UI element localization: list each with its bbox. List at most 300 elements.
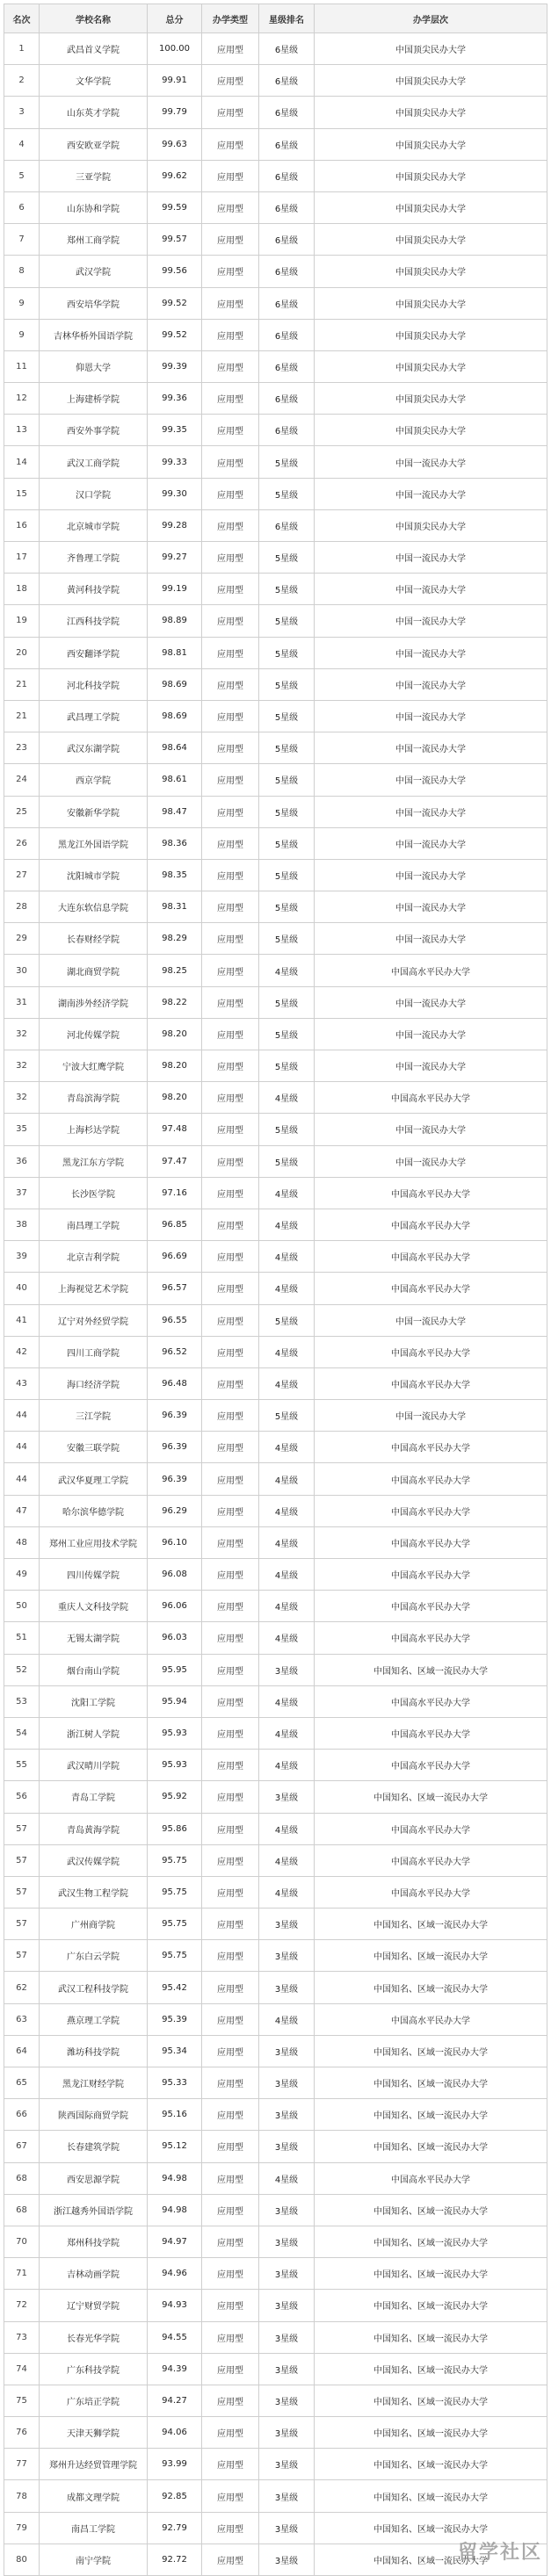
level-cell: 中国高水平民办大学 (315, 2162, 547, 2194)
type-cell: 应用型 (202, 1717, 259, 1749)
rank-cell: 66 (4, 2099, 40, 2131)
school-name-cell: 郑州工业应用技术学院 (40, 1526, 148, 1558)
star-cell: 6星级 (259, 256, 315, 287)
table-row (4, 637, 547, 668)
school-name-cell: 南昌理工学院 (40, 1209, 148, 1240)
rank-cell: 16 (4, 509, 40, 541)
rank-cell: 13 (4, 415, 40, 446)
type-cell: 应用型 (202, 1622, 259, 1654)
level-cell: 中国顶尖民办大学 (315, 256, 547, 287)
rank-cell: 63 (4, 2003, 40, 2035)
school-name-cell: 郑州升达经贸管理学院 (40, 2449, 148, 2480)
school-name-cell: 西安培华学院 (40, 287, 148, 319)
type-cell: 应用型 (202, 1336, 259, 1367)
rank-cell: 25 (4, 796, 40, 827)
score-cell: 95.39 (148, 2003, 202, 2035)
star-cell: 4星级 (259, 2003, 315, 2035)
rank-cell: 56 (4, 1781, 40, 1813)
type-cell: 应用型 (202, 446, 259, 478)
type-cell: 应用型 (202, 542, 259, 574)
level-cell: 中国知名、区域一流民办大学 (315, 2321, 547, 2353)
table-row (4, 1781, 547, 1813)
type-cell: 应用型 (202, 2544, 259, 2575)
rank-cell: 70 (4, 2226, 40, 2257)
rank-cell: 75 (4, 2385, 40, 2416)
type-cell: 应用型 (202, 1241, 259, 1273)
rank-cell: 39 (4, 1241, 40, 1273)
table-row (4, 2321, 547, 2353)
level-cell: 中国一流民办大学 (315, 764, 547, 796)
school-name-cell: 浙江树人学院 (40, 1717, 148, 1749)
score-cell: 99.79 (148, 97, 202, 128)
score-cell: 98.31 (148, 891, 202, 923)
rank-cell: 44 (4, 1432, 40, 1463)
score-cell: 96.29 (148, 1495, 202, 1526)
score-cell: 99.91 (148, 65, 202, 97)
rank-cell: 77 (4, 2449, 40, 2480)
star-cell: 5星级 (259, 1145, 315, 1177)
school-name-cell: 黄河科技学院 (40, 574, 148, 605)
star-cell: 5星级 (259, 1114, 315, 1145)
rank-cell: 57 (4, 1909, 40, 1940)
table-row (4, 2258, 547, 2290)
table-row (4, 2290, 547, 2321)
level-cell: 中国知名、区域一流民办大学 (315, 2099, 547, 2131)
rank-cell: 64 (4, 2035, 40, 2067)
type-cell: 应用型 (202, 668, 259, 700)
level-cell: 中国知名、区域一流民办大学 (315, 1654, 547, 1685)
level-cell: 中国一流民办大学 (315, 796, 547, 827)
rank-cell: 31 (4, 986, 40, 1018)
level-cell: 中国知名、区域一流民办大学 (315, 2480, 547, 2512)
star-cell: 3星级 (259, 2417, 315, 2449)
table-row (4, 574, 547, 605)
table-row (4, 446, 547, 478)
table-row (4, 859, 547, 891)
rank-cell: 12 (4, 383, 40, 415)
star-cell: 6星级 (259, 383, 315, 415)
level-cell: 中国一流民办大学 (315, 1400, 547, 1432)
score-cell: 100.00 (148, 33, 202, 65)
rank-cell: 32 (4, 1050, 40, 1082)
score-cell: 96.39 (148, 1432, 202, 1463)
star-cell: 5星级 (259, 1304, 315, 1336)
score-cell: 96.55 (148, 1304, 202, 1336)
type-cell: 应用型 (202, 319, 259, 350)
type-cell: 应用型 (202, 1145, 259, 1177)
type-cell: 应用型 (202, 1432, 259, 1463)
type-cell: 应用型 (202, 1685, 259, 1717)
table-header-row (4, 4, 547, 33)
school-name-cell: 西安欧亚学院 (40, 128, 148, 160)
score-cell: 99.28 (148, 509, 202, 541)
type-cell: 应用型 (202, 1114, 259, 1145)
school-name-cell: 广东培正学院 (40, 2385, 148, 2416)
type-cell: 应用型 (202, 1367, 259, 1399)
rank-cell: 17 (4, 542, 40, 574)
level-cell: 中国知名、区域一流民办大学 (315, 1940, 547, 1972)
school-name-cell: 北京吉利学院 (40, 1241, 148, 1273)
type-cell: 应用型 (202, 509, 259, 541)
star-cell: 6星级 (259, 128, 315, 160)
school-name-cell: 辽宁对外经贸学院 (40, 1304, 148, 1336)
score-cell: 93.99 (148, 2449, 202, 2480)
school-name-cell: 黑龙江外国语学院 (40, 827, 148, 859)
star-cell: 4星级 (259, 1876, 315, 1908)
type-cell: 应用型 (202, 287, 259, 319)
type-cell: 应用型 (202, 383, 259, 415)
school-name-cell: 吉林华桥外国语学院 (40, 319, 148, 350)
school-name-cell: 武汉东湖学院 (40, 732, 148, 764)
table-row (4, 2417, 547, 2449)
score-cell: 92.85 (148, 2480, 202, 2512)
rank-cell: 8 (4, 256, 40, 287)
level-cell: 中国高水平民办大学 (315, 1432, 547, 1463)
level-cell: 中国高水平民办大学 (315, 1209, 547, 1240)
score-cell: 98.64 (148, 732, 202, 764)
star-cell: 3星级 (259, 2258, 315, 2290)
star-cell: 3星级 (259, 2067, 315, 2099)
table-row (4, 1559, 547, 1591)
level-cell: 中国高水平民办大学 (315, 1177, 547, 1209)
school-name-cell: 燕京理工学院 (40, 2003, 148, 2035)
level-cell: 中国一流民办大学 (315, 542, 547, 574)
rank-cell: 15 (4, 478, 40, 509)
table-row (4, 605, 547, 637)
type-cell: 应用型 (202, 1177, 259, 1209)
rank-cell: 4 (4, 128, 40, 160)
type-cell: 应用型 (202, 33, 259, 65)
rank-cell: 37 (4, 1177, 40, 1209)
rank-cell: 57 (4, 1876, 40, 1908)
score-cell: 97.16 (148, 1177, 202, 1209)
level-cell: 中国一流民办大学 (315, 700, 547, 732)
score-cell: 92.79 (148, 2512, 202, 2544)
level-cell: 中国知名、区域一流民办大学 (315, 2194, 547, 2226)
rank-cell: 42 (4, 1336, 40, 1367)
type-cell: 应用型 (202, 128, 259, 160)
star-cell: 4星级 (259, 1082, 315, 1114)
score-cell: 98.22 (148, 986, 202, 1018)
table-row (4, 415, 547, 446)
score-cell: 96.03 (148, 1622, 202, 1654)
school-name-cell: 长春光华学院 (40, 2321, 148, 2353)
table-row (4, 1304, 547, 1336)
score-cell: 95.42 (148, 1972, 202, 2003)
level-cell: 中国知名、区域一流民办大学 (315, 2385, 547, 2416)
school-name-cell: 武汉传媒学院 (40, 1844, 148, 1876)
star-cell: 6星级 (259, 287, 315, 319)
school-name-cell: 山东英才学院 (40, 97, 148, 128)
header-school-level: 办学层次 (315, 4, 547, 33)
level-cell: 中国一流民办大学 (315, 668, 547, 700)
type-cell: 应用型 (202, 891, 259, 923)
score-cell: 99.19 (148, 574, 202, 605)
score-cell: 98.69 (148, 700, 202, 732)
level-cell: 中国知名、区域一流民办大学 (315, 2353, 547, 2385)
table-row (4, 1432, 547, 1463)
school-name-cell: 仰恩大学 (40, 350, 148, 382)
rank-cell: 20 (4, 637, 40, 668)
header-school-name: 学校名称 (40, 4, 148, 33)
rank-cell: 79 (4, 2512, 40, 2544)
score-cell: 98.89 (148, 605, 202, 637)
school-name-cell: 上海视觉艺术学院 (40, 1273, 148, 1304)
star-cell: 3星级 (259, 1940, 315, 1972)
table-row (4, 1622, 547, 1654)
level-cell: 中国高水平民办大学 (315, 955, 547, 986)
score-cell: 95.93 (148, 1750, 202, 1781)
table-row (4, 986, 547, 1018)
type-cell: 应用型 (202, 796, 259, 827)
type-cell: 应用型 (202, 191, 259, 223)
rank-cell: 48 (4, 1526, 40, 1558)
score-cell: 98.20 (148, 1082, 202, 1114)
score-cell: 92.72 (148, 2544, 202, 2575)
score-cell: 98.36 (148, 827, 202, 859)
star-cell: 5星级 (259, 859, 315, 891)
type-cell: 应用型 (202, 764, 259, 796)
star-cell: 4星级 (259, 1844, 315, 1876)
type-cell: 应用型 (202, 1463, 259, 1495)
school-name-cell: 西安翻译学院 (40, 637, 148, 668)
table-row (4, 1876, 547, 1908)
score-cell: 95.95 (148, 1654, 202, 1685)
school-name-cell: 齐鲁理工学院 (40, 542, 148, 574)
level-cell: 中国高水平民办大学 (315, 1717, 547, 1749)
table-row (4, 224, 547, 256)
table-row (4, 383, 547, 415)
level-cell: 中国知名、区域一流民办大学 (315, 2067, 547, 2099)
score-cell: 94.98 (148, 2194, 202, 2226)
table-row (4, 1685, 547, 1717)
rank-cell: 68 (4, 2162, 40, 2194)
type-cell: 应用型 (202, 700, 259, 732)
level-cell: 中国一流民办大学 (315, 1304, 547, 1336)
school-name-cell: 黑龙江东方学院 (40, 1145, 148, 1177)
table-row (4, 955, 547, 986)
score-cell: 99.30 (148, 478, 202, 509)
star-cell: 4星级 (259, 1367, 315, 1399)
score-cell: 96.52 (148, 1336, 202, 1367)
star-cell: 5星级 (259, 827, 315, 859)
table-row (4, 1909, 547, 1940)
rank-cell: 9 (4, 287, 40, 319)
school-name-cell: 武汉晴川学院 (40, 1750, 148, 1781)
score-cell: 95.86 (148, 1813, 202, 1844)
school-name-cell: 长沙医学院 (40, 1177, 148, 1209)
level-cell: 中国一流民办大学 (315, 1114, 547, 1145)
school-name-cell: 安徽三联学院 (40, 1432, 148, 1463)
table-row (4, 1591, 547, 1622)
rank-cell: 18 (4, 574, 40, 605)
school-name-cell: 大连东软信息学院 (40, 891, 148, 923)
table-row (4, 2067, 547, 2099)
star-cell: 3星级 (259, 2099, 315, 2131)
score-cell: 99.56 (148, 256, 202, 287)
table-row (4, 2226, 547, 2257)
rank-cell: 23 (4, 732, 40, 764)
rank-cell: 74 (4, 2353, 40, 2385)
school-name-cell: 汉口学院 (40, 478, 148, 509)
table-row (4, 2162, 547, 2194)
rank-cell: 67 (4, 2131, 40, 2162)
level-cell: 中国高水平民办大学 (315, 1844, 547, 1876)
rank-cell: 54 (4, 1717, 40, 1749)
level-cell: 中国知名、区域一流民办大学 (315, 1781, 547, 1813)
school-name-cell: 浙江越秀外国语学院 (40, 2194, 148, 2226)
star-cell: 3星级 (259, 2480, 315, 2512)
type-cell: 应用型 (202, 2512, 259, 2544)
table-row (4, 891, 547, 923)
score-cell: 96.10 (148, 1526, 202, 1558)
school-name-cell: 武昌理工学院 (40, 700, 148, 732)
star-cell: 6星级 (259, 33, 315, 65)
level-cell: 中国顶尖民办大学 (315, 65, 547, 97)
star-cell: 3星级 (259, 2544, 315, 2575)
type-cell: 应用型 (202, 955, 259, 986)
level-cell: 中国知名、区域一流民办大学 (315, 2544, 547, 2575)
level-cell: 中国顶尖民办大学 (315, 415, 547, 446)
type-cell: 应用型 (202, 2162, 259, 2194)
school-name-cell: 武汉工商学院 (40, 446, 148, 478)
rank-cell: 73 (4, 2321, 40, 2353)
type-cell: 应用型 (202, 415, 259, 446)
score-cell: 96.85 (148, 1209, 202, 1240)
school-name-cell: 湖北商贸学院 (40, 955, 148, 986)
score-cell: 99.36 (148, 383, 202, 415)
school-name-cell: 四川工商学院 (40, 1336, 148, 1367)
star-cell: 5星级 (259, 986, 315, 1018)
table-row (4, 2035, 547, 2067)
rank-cell: 51 (4, 1622, 40, 1654)
school-name-cell: 上海杉达学院 (40, 1114, 148, 1145)
star-cell: 3星级 (259, 2290, 315, 2321)
score-cell: 97.48 (148, 1114, 202, 1145)
rank-cell: 35 (4, 1114, 40, 1145)
rank-cell: 76 (4, 2417, 40, 2449)
level-cell: 中国顶尖民办大学 (315, 319, 547, 350)
rank-cell: 57 (4, 1940, 40, 1972)
star-cell: 4星级 (259, 1273, 315, 1304)
school-name-cell: 吉林动画学院 (40, 2258, 148, 2290)
type-cell: 应用型 (202, 2385, 259, 2416)
rank-cell: 21 (4, 700, 40, 732)
score-cell: 98.25 (148, 955, 202, 986)
star-cell: 6星级 (259, 160, 315, 191)
star-cell: 3星级 (259, 2131, 315, 2162)
star-cell: 4星级 (259, 1813, 315, 1844)
school-name-cell: 上海建桥学院 (40, 383, 148, 415)
watermark: 留学社区 (457, 2542, 542, 2564)
rank-cell: 57 (4, 1844, 40, 1876)
table-row (4, 1813, 547, 1844)
rank-cell: 6 (4, 191, 40, 223)
header-total-score: 总分 (148, 4, 202, 33)
school-name-cell: 武昌首义学院 (40, 33, 148, 65)
star-cell: 5星级 (259, 637, 315, 668)
star-cell: 3星级 (259, 2449, 315, 2480)
level-cell: 中国顶尖民办大学 (315, 224, 547, 256)
score-cell: 95.34 (148, 2035, 202, 2067)
table-row (4, 2003, 547, 2035)
type-cell: 应用型 (202, 160, 259, 191)
school-name-cell: 江西科技学院 (40, 605, 148, 637)
score-cell: 99.27 (148, 542, 202, 574)
school-name-cell: 安徽新华学院 (40, 796, 148, 827)
school-name-cell: 黑龙江财经学院 (40, 2067, 148, 2099)
star-cell: 5星级 (259, 668, 315, 700)
school-name-cell: 四川传媒学院 (40, 1559, 148, 1591)
level-cell: 中国一流民办大学 (315, 605, 547, 637)
school-name-cell: 广东科技学院 (40, 2353, 148, 2385)
type-cell: 应用型 (202, 1273, 259, 1304)
rank-cell: 32 (4, 1082, 40, 1114)
school-name-cell: 哈尔滨华德学院 (40, 1495, 148, 1526)
type-cell: 应用型 (202, 2449, 259, 2480)
table-row (4, 2449, 547, 2480)
star-cell: 5星级 (259, 478, 315, 509)
table-row (4, 542, 547, 574)
table-row (4, 2353, 547, 2385)
rank-cell: 9 (4, 319, 40, 350)
table-row (4, 350, 547, 382)
type-cell: 应用型 (202, 1909, 259, 1940)
table-row (4, 1018, 547, 1050)
level-cell: 中国知名、区域一流民办大学 (315, 2417, 547, 2449)
score-cell: 94.96 (148, 2258, 202, 2290)
level-cell: 中国顶尖民办大学 (315, 33, 547, 65)
school-name-cell: 成都文理学院 (40, 2480, 148, 2512)
rank-cell: 1 (4, 33, 40, 65)
rank-cell: 55 (4, 1750, 40, 1781)
star-cell: 4星级 (259, 1591, 315, 1622)
level-cell: 中国高水平民办大学 (315, 1591, 547, 1622)
score-cell: 95.12 (148, 2131, 202, 2162)
score-cell: 95.75 (148, 1940, 202, 1972)
school-name-cell: 武汉生物工程学院 (40, 1876, 148, 1908)
level-cell: 中国高水平民办大学 (315, 1526, 547, 1558)
star-cell: 5星级 (259, 574, 315, 605)
table-row (4, 128, 547, 160)
rank-cell: 27 (4, 859, 40, 891)
level-cell: 中国知名、区域一流民办大学 (315, 2131, 547, 2162)
star-cell: 6星级 (259, 65, 315, 97)
score-cell: 94.39 (148, 2353, 202, 2385)
score-cell: 99.39 (148, 350, 202, 382)
rank-cell: 49 (4, 1559, 40, 1591)
level-cell: 中国一流民办大学 (315, 1018, 547, 1050)
school-name-cell: 广州商学院 (40, 1909, 148, 1940)
table-row (4, 287, 547, 319)
level-cell: 中国知名、区域一流民办大学 (315, 2258, 547, 2290)
type-cell: 应用型 (202, 1591, 259, 1622)
table-row (4, 509, 547, 541)
school-name-cell: 南宁学院 (40, 2544, 148, 2575)
star-cell: 5星级 (259, 1018, 315, 1050)
level-cell: 中国一流民办大学 (315, 827, 547, 859)
type-cell: 应用型 (202, 1972, 259, 2003)
header-school-type: 办学类型 (202, 4, 259, 33)
type-cell: 应用型 (202, 2003, 259, 2035)
school-name-cell: 辽宁财贸学院 (40, 2290, 148, 2321)
star-cell: 6星级 (259, 509, 315, 541)
star-cell: 3星级 (259, 2035, 315, 2067)
type-cell: 应用型 (202, 859, 259, 891)
table-row (4, 796, 547, 827)
score-cell: 98.29 (148, 923, 202, 955)
table-row (4, 2099, 547, 2131)
